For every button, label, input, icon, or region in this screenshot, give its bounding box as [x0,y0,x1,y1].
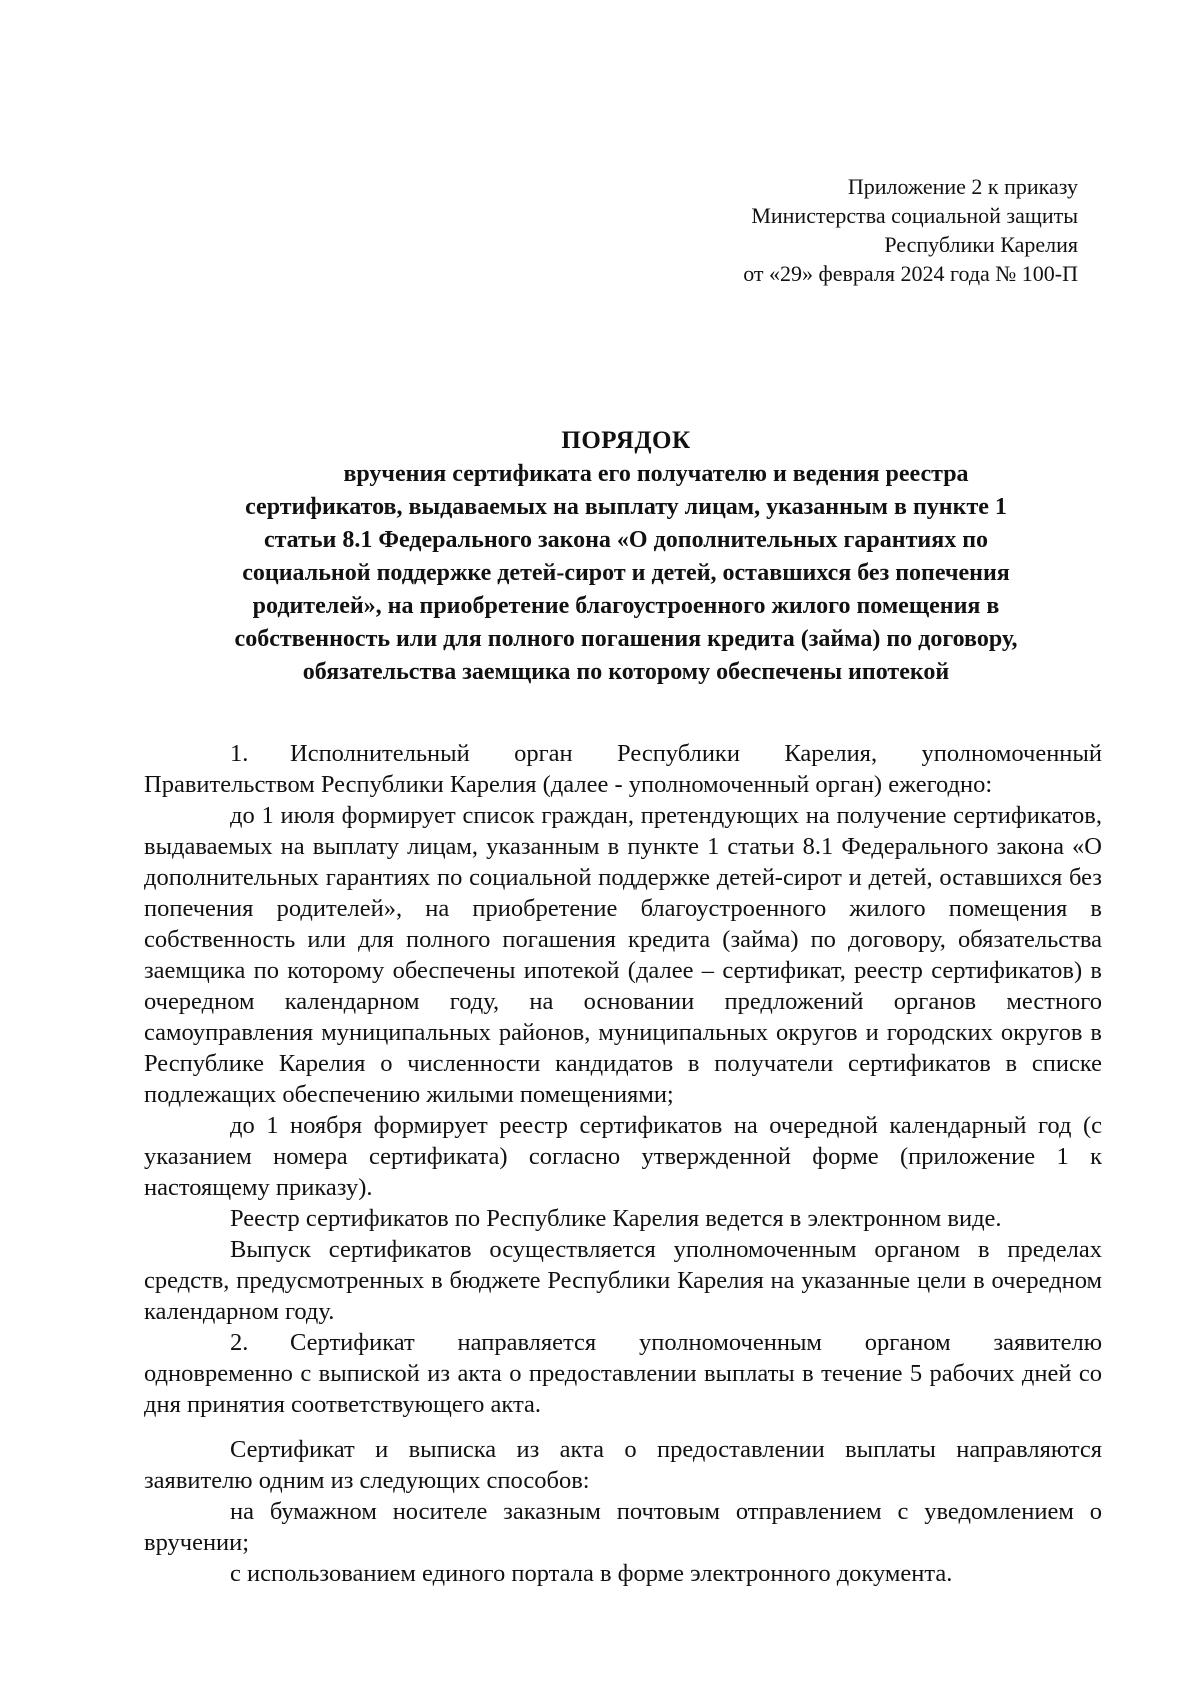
header-line-date: от «29» февраля 2024 года № 100-П [743,261,1078,286]
paragraph-delivery-methods: Сертификат и выписка из акта о предоставлении выплаты направляются заявителю одним из следующих способов: [144,1436,1102,1494]
subtitle-line: собственность или для полного погашения кредита (займа) по договору, [234,626,1018,652]
paragraph-registry-deadline: до 1 ноября формирует реестр сертификатов на очередной календарный год (с указанием номера сертификата) согласно утвержденной форме (приложение 1 к настоящему приказу). [144,1112,1102,1201]
document-body [144,738,1102,1589]
subtitle-line: обязательства заемщика по которому обеспечены ипотекой [302,659,950,685]
subtitle-line: статьи 8.1 Федерального закона «О дополнительных гарантиях по [263,527,989,553]
header-line-appendix: Приложение 2 к приказу [847,174,1078,199]
paragraph-1 [144,738,1102,800]
subtitle-line: сертификатов, выдаваемых на выплату лицам, указанным в пункте 1 [245,494,1007,520]
header-line-ministry: Министерства социальной защиты [751,203,1078,228]
header-line-republic: Республики Карелия [884,232,1078,257]
approval-header [518,172,1078,288]
paragraph-2 [144,1327,1102,1420]
document-title: ПОРЯДОК [561,427,691,454]
document-subtitle [150,458,1102,689]
document-title-block [150,424,1102,689]
subtitle-line: вручения сертификата его получателю и ведения реестра [343,461,969,487]
paragraph-text: Исполнительный орган Республики Карелия, уполномоченный Правительством Республики Карелия (далее - уполномоченный орган) ежегодно: [144,740,1102,798]
paragraph-text: Сертификат направляется уполномоченным органом заявителю одновременно с выпиской из акта о предоставлении выплаты в течение 5 рабочих дней со дня принятия соответствующего акта. [144,1329,1102,1418]
paragraph-issuance: Выпуск сертификатов осуществляется уполномоченным органом в пределах средств, предусмотренных в бюджете Республики Карелия на указанные цели в очередном календарном году. [144,1236,1102,1325]
paragraph-number: 2. [230,1329,249,1356]
paragraph-delivery-paper: на бумажном носителе заказным почтовым отправлением с уведомлением о вручении; [144,1498,1102,1556]
subtitle-line: социальной поддержке детей-сирот и детей, оставшихся без попечения [242,560,1010,586]
paragraph-number: 1. [230,740,249,767]
paragraph-registry-electronic: Реестр сертификатов по Республике Карелия ведется в электронном виде. [230,1205,1002,1232]
subtitle-line: родителей», на приобретение благоустроенного жилого помещения в [252,593,1000,619]
paragraph-list-deadline: до 1 июля формирует список граждан, претендующих на получение сертификатов, выдаваемых на выплату лицам, указанным в пункте 1 статьи 8.1 Федерального закона «О дополнительных гарантиях по социальной поддержке детей-сирот и детей, оставшихся без попечения родителей», на приобретение благоустроенного жилого помещения в собственность или для полного погашения кредита (займа) по договору, обязательства заемщика по которому обеспечены ипотекой (далее – сертификат, реестр сертификатов) в очередном календарном году, на основании предложений органов местного самоуправления муниципальных районов, муниципальных округов и городских округов в Республике Карелия о численности кандидатов в получатели сертификатов в списке подлежащих обеспечению жилыми помещениями; [144,802,1102,1108]
paragraph-delivery-portal: с использованием единого портала в форме электронного документа. [230,1560,953,1587]
